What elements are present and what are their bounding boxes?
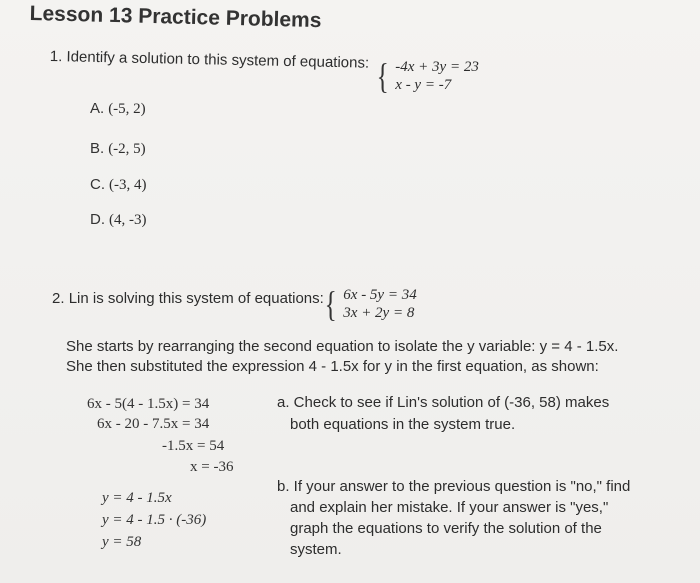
work-step-2: 6x - 20 - 7.5x = 34 [97, 416, 210, 432]
part-b-line-3: graph the equations to verify the solution of the [290, 520, 602, 537]
option-letter: C. [90, 176, 105, 193]
option-value: (4, -3) [109, 212, 147, 228]
problem-1-prompt [50, 48, 370, 72]
option-c[interactable] [90, 176, 147, 194]
problem-2-system [322, 286, 417, 322]
bleed-through-text [470, 20, 474, 35]
option-letter: B. [90, 140, 105, 157]
part-a-line-2: both equations in the system true. [290, 416, 516, 433]
option-value: (-5, 2) [108, 101, 146, 117]
option-a[interactable] [90, 100, 146, 118]
work-y-step-2: y = 4 - 1.5 · (-36) [102, 512, 207, 528]
part-b-line-1: b. If your answer to the previous question is "no," find [277, 478, 631, 495]
work-step-1: 6x - 5(4 - 1.5x) = 34 [87, 396, 210, 412]
option-b[interactable] [90, 140, 146, 158]
work-y-step-1: y = 4 - 1.5x [102, 490, 172, 506]
equation-2: x - y = -7 [395, 77, 452, 93]
problem-1-number: 1. [49, 48, 63, 66]
brace-icon: { [324, 284, 337, 324]
work-step-3: -1.5x = 54 [162, 438, 225, 454]
work-y-step-3: y = 58 [102, 534, 142, 550]
equation-1: -4x + 3y = 23 [395, 59, 479, 75]
explanation-line-2: She then substituted the expression 4 - 1.5x for y in the first equation, as shown: [66, 358, 599, 375]
brace-icon: { [376, 56, 389, 96]
equation-2: 3x + 2y = 8 [343, 305, 415, 321]
part-a-line-1: a. Check to see if Lin's solution of (-36, 58) makes [277, 394, 610, 411]
part-b-line-4: system. [290, 541, 342, 558]
work-step-4: x = -36 [190, 459, 234, 475]
equation-1: 6x - 5y = 34 [343, 287, 417, 303]
page-title: Lesson 13 Practice Problems [29, 2, 322, 33]
part-b-line-2: and explain her mistake. If your answer is "yes," [290, 499, 609, 516]
option-value: (-3, 4) [109, 177, 147, 193]
option-letter: D. [90, 211, 105, 228]
option-d[interactable] [90, 211, 147, 229]
problem-1-system [374, 58, 479, 94]
problem-2-number: 2. [52, 290, 65, 307]
explanation-line-1: She starts by rearranging the second equation to isolate the y variable: y = 4 - 1.5x. [66, 338, 619, 355]
option-letter: A. [90, 100, 105, 117]
problem-2-text: Lin is solving this system of equations: [68, 290, 324, 307]
option-value: (-2, 5) [108, 141, 146, 157]
problem-1-text: Identify a solution to this system of equations: [66, 48, 370, 72]
problem-2-prompt [52, 290, 324, 307]
